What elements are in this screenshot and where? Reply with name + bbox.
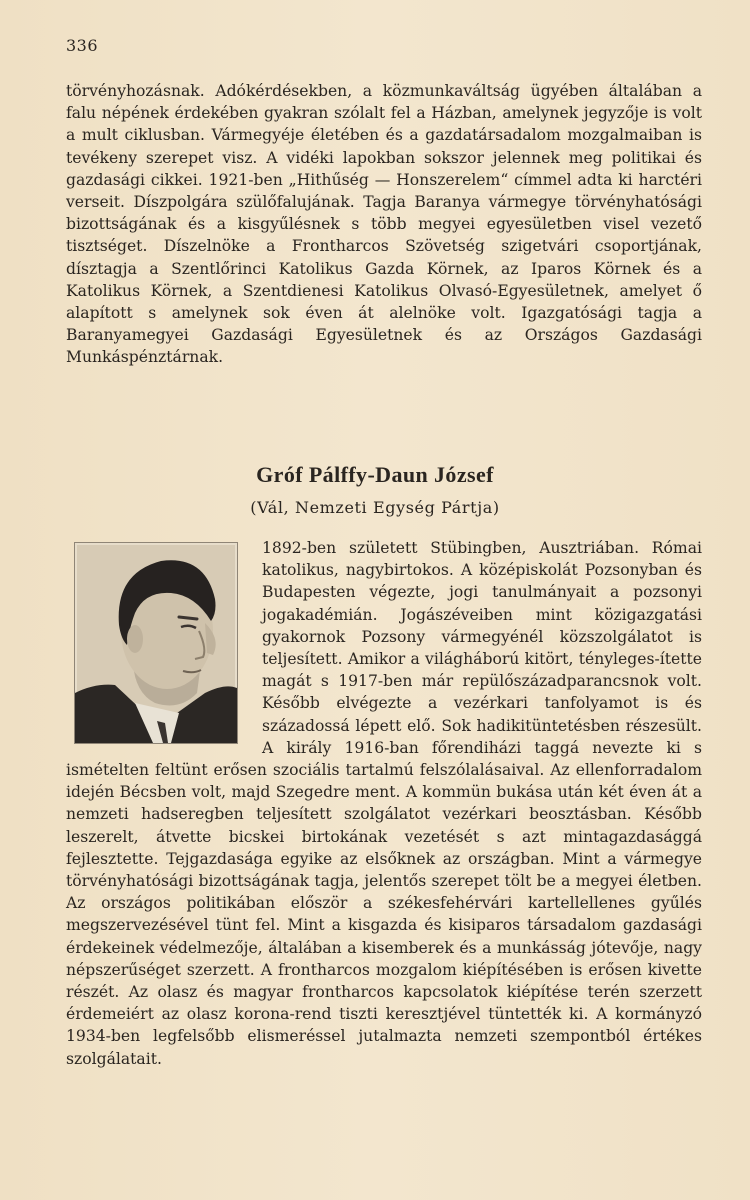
biography-text-block [66, 537, 702, 1070]
page-number: 336 [66, 36, 99, 55]
biography-party: (Vál, Nemzeti Egység Pártja) [250, 498, 500, 517]
intro-paragraph: törvényhozásnak. Adókérdésekben, a közmunkaváltság ügyében általában a falu népének érdekében gyakran szólalt fel a Házban, amelynek jegyzője is volt a mult ciklusban. Vármegyéje életében és a gazdatársadalom mozgalmaiban is tevékeny szerepet visz. A vidéki lapokban sokszor jelennek meg politikai és gazdasági cikkei. 1921-ben „Hithűség — Honszerelem“ címmel adta ki harctéri verseit. Díszpolgára szülőfalujának. Tagja Baranya vármegye törvényhatósági bizottságának és a kisgyűlésnek s több megyei egyesületben visel vezető tisztséget. Díszelnöke a Frontharcos Szövetség szigetvári csoportjának, dísztagja a Szentlőrinci Katolikus Gazda Körnek, az Iparos Körnek és a Katolikus Körnek, a Szentdienesi Katolikus Olvasó-Egyesületnek, amelyet ő alapított s amelynek sok éven át alelnöke volt. Igazgatósági tagja a Baranyamegyei Gazdasági Egyesületnek és az Országos Gazdasági Munkáspénztárnak. [66, 82, 702, 367]
biography-name: Gróf Pálffy-Daun József [256, 462, 494, 487]
portrait-spacer [66, 537, 262, 753]
biography-text: 1892-ben született Stübingben, Ausztriában. Római katolikus, nagybirtokos. A középiskolát Pozsonyban és Budapesten végezte, jogi tanulmányait a pozsonyi jogakadémián. Jogászéveiben mint közigazgatási gyakornok Pozsony vármegyénél közszolgálatot is teljesített. Amikor a világháború kitört, tényleges-ítette magát s 1917-ben már repülőszázadparancsnok volt. Később elvégezte a vezérkari tanfolyamot is és századossá lépett elő. Sok hadikitüntetésben részesült. A király 1916-ban főrendiházi taggá nevezte ki s ismételten feltünt erősen szociális tartalmú felszólalásaival. Az ellenforradalom idején Bécsben volt, majd Szegedre ment. A kommün bukása után két éven át a nemzeti hadseregben teljesített szolgálatot vezérkari beosztásban. Később leszerelt, átvette bicskei birtokának vezetését s azt mintagazdasággá fejlesztette. Tejgazdasága egyike az elsőknek az országban. Mint a vármegye törvényhatósági bizottságának tagja, jelentős szerepet tölt be a megyei életben. Az országos politikában először a székesfehérvári kartellellenes gyűlés megszervezésével tünt fel. Mint a kisgazda és kisiparos társadalom gazdasági érdekeinek védelmezője, általában a kisemberek és a munkásság jótevője, nagy népszerűséget szerzett. A frontharcos mozgalom kiépítésében is erősen kivette részét. Az olasz és magyar frontharcos kapcsolatok kiépítése terén szerzett érdemeiért az olasz korona-rend tiszti keresztjével tüntették ki. A kormányzó 1934-ben legfelsőbb elismeréssel jutalmazta nemzeti szempontból értékes szolgálatait. [66, 539, 702, 1068]
